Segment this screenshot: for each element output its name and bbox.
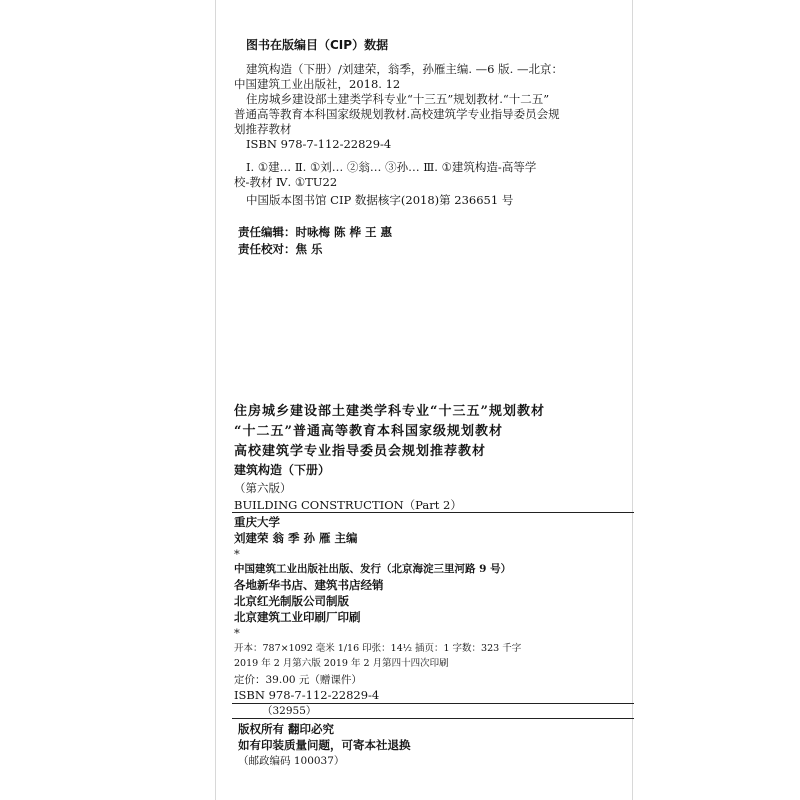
copyright-page xyxy=(215,0,633,800)
separator-star: * xyxy=(234,547,240,561)
distributor-line: 各地新华书店、建筑书店经销 xyxy=(234,578,384,592)
cip-line: 住房城乡建设部土建类学科专业“十三五”规划教材.“十二五” xyxy=(246,92,550,106)
cip-line: 划推荐教材 xyxy=(234,122,292,136)
cip-line: 普通高等教育本科国家级规划教材.高校建筑学专业指导委员会规 xyxy=(234,107,560,121)
cip-line: 中国建筑工业出版社，2018. 12 xyxy=(234,77,401,91)
responsible-proofreader: 责任校对：焦 乐 xyxy=(238,242,323,256)
series-line: 住房城乡建设部土建类学科专业“十三五”规划教材 xyxy=(234,404,545,419)
isbn: ISBN 978-7-112-22829-4 xyxy=(234,688,380,702)
cip-verification: 中国版本图书馆 CIP 数据核字(2018)第 236651 号 xyxy=(246,193,514,207)
book-code: （32955） xyxy=(262,705,317,717)
cip-isbn: ISBN 978-7-112-22829-4 xyxy=(246,137,392,151)
postal-code: （邮政编码 100037） xyxy=(238,755,345,767)
cip-heading: 图书在版编目（CIP）数据 xyxy=(246,38,389,52)
responsible-editors: 责任编辑：时咏梅 陈 桦 王 惠 xyxy=(238,225,393,239)
separator-star: * xyxy=(234,626,240,640)
rights-reserved: 版权所有 翻印必究 xyxy=(238,722,335,736)
authors: 刘建荣 翁 季 孙 雁 主编 xyxy=(234,531,358,545)
return-notice: 如有印装质量问题，可寄本社退换 xyxy=(238,738,411,752)
printer-line: 北京建筑工业印刷厂印刷 xyxy=(234,610,361,624)
divider-line xyxy=(232,512,634,513)
cip-classification: Ⅰ. ①建… Ⅱ. ①刘… ②翁… ③孙… Ⅲ. ①建筑构造-高等学 xyxy=(246,160,537,174)
book-specs: 开本：787×1092 毫米 1/16 印张：14½ 插页：1 字数：323 千字 xyxy=(234,643,522,654)
cip-line: 建筑构造（下册）/刘建荣，翁季，孙雁主编. —6 版. —北京： xyxy=(246,62,563,76)
edition: （第六版） xyxy=(234,481,292,495)
series-line: “十二五”普通高等教育本科国家级规划教材 xyxy=(234,424,503,439)
divider-line xyxy=(232,718,634,719)
plate-maker-line: 北京红光制版公司制版 xyxy=(234,594,349,608)
series-line: 高校建筑学专业指导委员会规划推荐教材 xyxy=(234,444,487,459)
institution: 重庆大学 xyxy=(234,515,280,529)
book-title: 建筑构造（下册） xyxy=(234,463,331,477)
english-title: BUILDING CONSTRUCTION（Part 2） xyxy=(234,498,462,512)
price: 定价：39.00 元（赠课件） xyxy=(234,674,362,686)
publisher-line: 中国建筑工业出版社出版、发行（北京海淀三里河路 9 号） xyxy=(234,563,512,575)
cip-classification: 校-教材 Ⅳ. ①TU22 xyxy=(234,175,338,189)
print-dates: 2019 年 2 月第六版 2019 年 2 月第四十四次印刷 xyxy=(234,658,449,669)
